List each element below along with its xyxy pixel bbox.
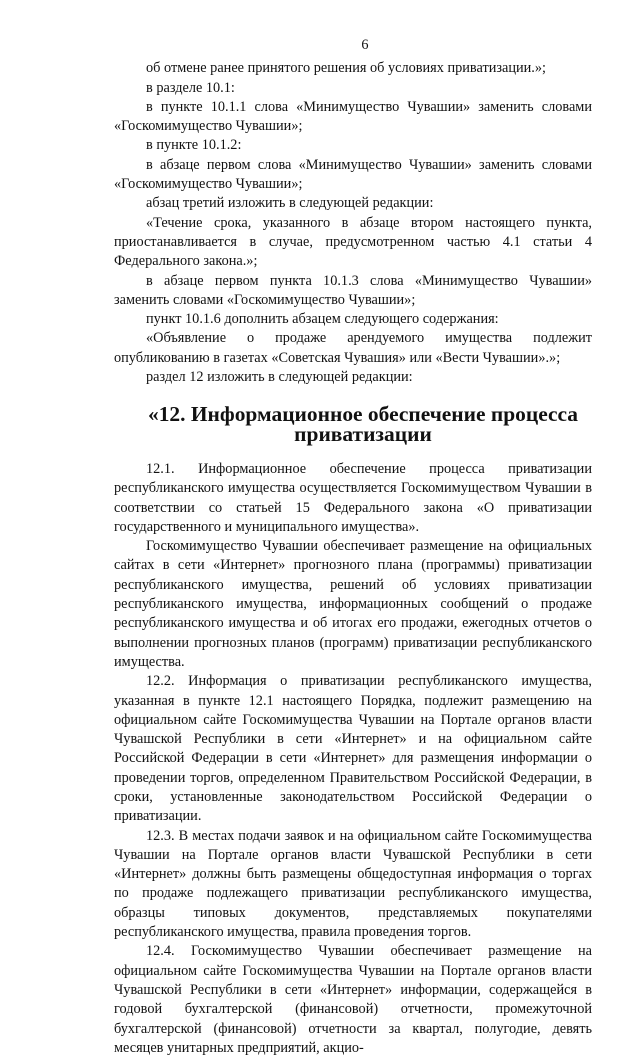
section-heading: «12. Информационное обеспечение процесса приватизации	[147, 402, 579, 446]
paragraph: об отмене ранее принятого решения об условиях приватизации.»;	[146, 60, 546, 77]
paragraph: «Объявление о продаже арендуемого имущества подлежит опубликованию в газетах «Советская Чувашия» или «Вести Чувашии».»;	[114, 330, 592, 366]
page-number: 6	[361, 37, 369, 53]
section-12-body	[114, 460, 592, 1058]
paragraph: Госкомимущество Чувашии обеспечивает размещение на официальных сайтах в сети «Интернет» прогнозного плана (программы) приватизации республиканского имущества, решений об условиях приватизации республиканского имущества, информационных сообщений о продаже республиканского имущества и об итогах его продажи, ежегодных отчетов о выполнении прогнозных планов (программ) приватизации республиканского имущества.	[114, 538, 592, 670]
paragraph: 12.2. Информация о приватизации республиканского имущества, указанная в пункте 12.1 настоящего Порядка, подлежит размещению на официальном сайте Госкомимущества Чувашии на Портале органов власти Чувашской Республики в сети «Интернет» и на официальном сайте Российской Федерации в сети «Интернет» для размещения информации о проведении торгов, определенном Правительством Российской Федерации, в сроки, установленные законодательством Российской Федерации о приватизации.	[114, 673, 592, 825]
paragraph: в абзаце первом пункта 10.1.3 слова «Минимущество Чувашии» заменить словами «Госкомимущество Чувашии»;	[114, 272, 592, 308]
paragraph: 12.4. Госкомимущество Чувашии обеспечивает размещение на официальном сайте Госкомимущества Чувашии на Портале органов власти Чувашской Республики в сети «Интернет» информации, содержащейся в годовой бухгалтерской (финансовой) отчетности, промежуточной бухгалтерской (финансовой) отчетности за квартал, полугодие, девять месяцев унитарных предприятий, акцио-	[114, 943, 592, 1056]
paragraph: «Течение срока, указанного в абзаце втором настоящего пункта, приостанавливается в случае, предусмотренном частью 4.1 статьи 4 Федерального закона.»;	[114, 214, 592, 270]
paragraph: абзац третий изложить в следующей редакции:	[146, 195, 434, 212]
paragraph: в пункте 10.1.2:	[146, 137, 242, 154]
paragraph: раздел 12 изложить в следующей редакции:	[146, 369, 413, 386]
amendments-section	[114, 59, 592, 387]
paragraph: в пункте 10.1.1 слова «Минимущество Чувашии» заменить словами «Госкомимущество Чувашии»;	[114, 98, 592, 135]
paragraph: 12.3. В местах подачи заявок и на официальном сайте Госкомимущества Чувашии на Портале органов власти Чувашской Республики в сети «Интернет» должны быть размещены общедоступная информация о торгах по продаже подлежащего приватизации республиканского имущества, образцы типовых документов, представляемых покупателями республиканского имущества, правила проведения торгов.	[114, 827, 592, 941]
paragraph: 12.1. Информационное обеспечение процесса приватизации республиканского имущества осуществляется Госкомимуществом Чувашии в соответствии со статьей 15 Федерального закона «О приватизации государственного и муниципального имущества».	[114, 460, 592, 535]
paragraph: в разделе 10.1:	[146, 79, 235, 96]
paragraph: пункт 10.1.6 дополнить абзацем следующего содержания:	[146, 311, 499, 328]
paragraph: в абзаце первом слова «Минимущество Чувашии» заменить словами «Госкомимущество Чувашии»;	[114, 156, 592, 193]
